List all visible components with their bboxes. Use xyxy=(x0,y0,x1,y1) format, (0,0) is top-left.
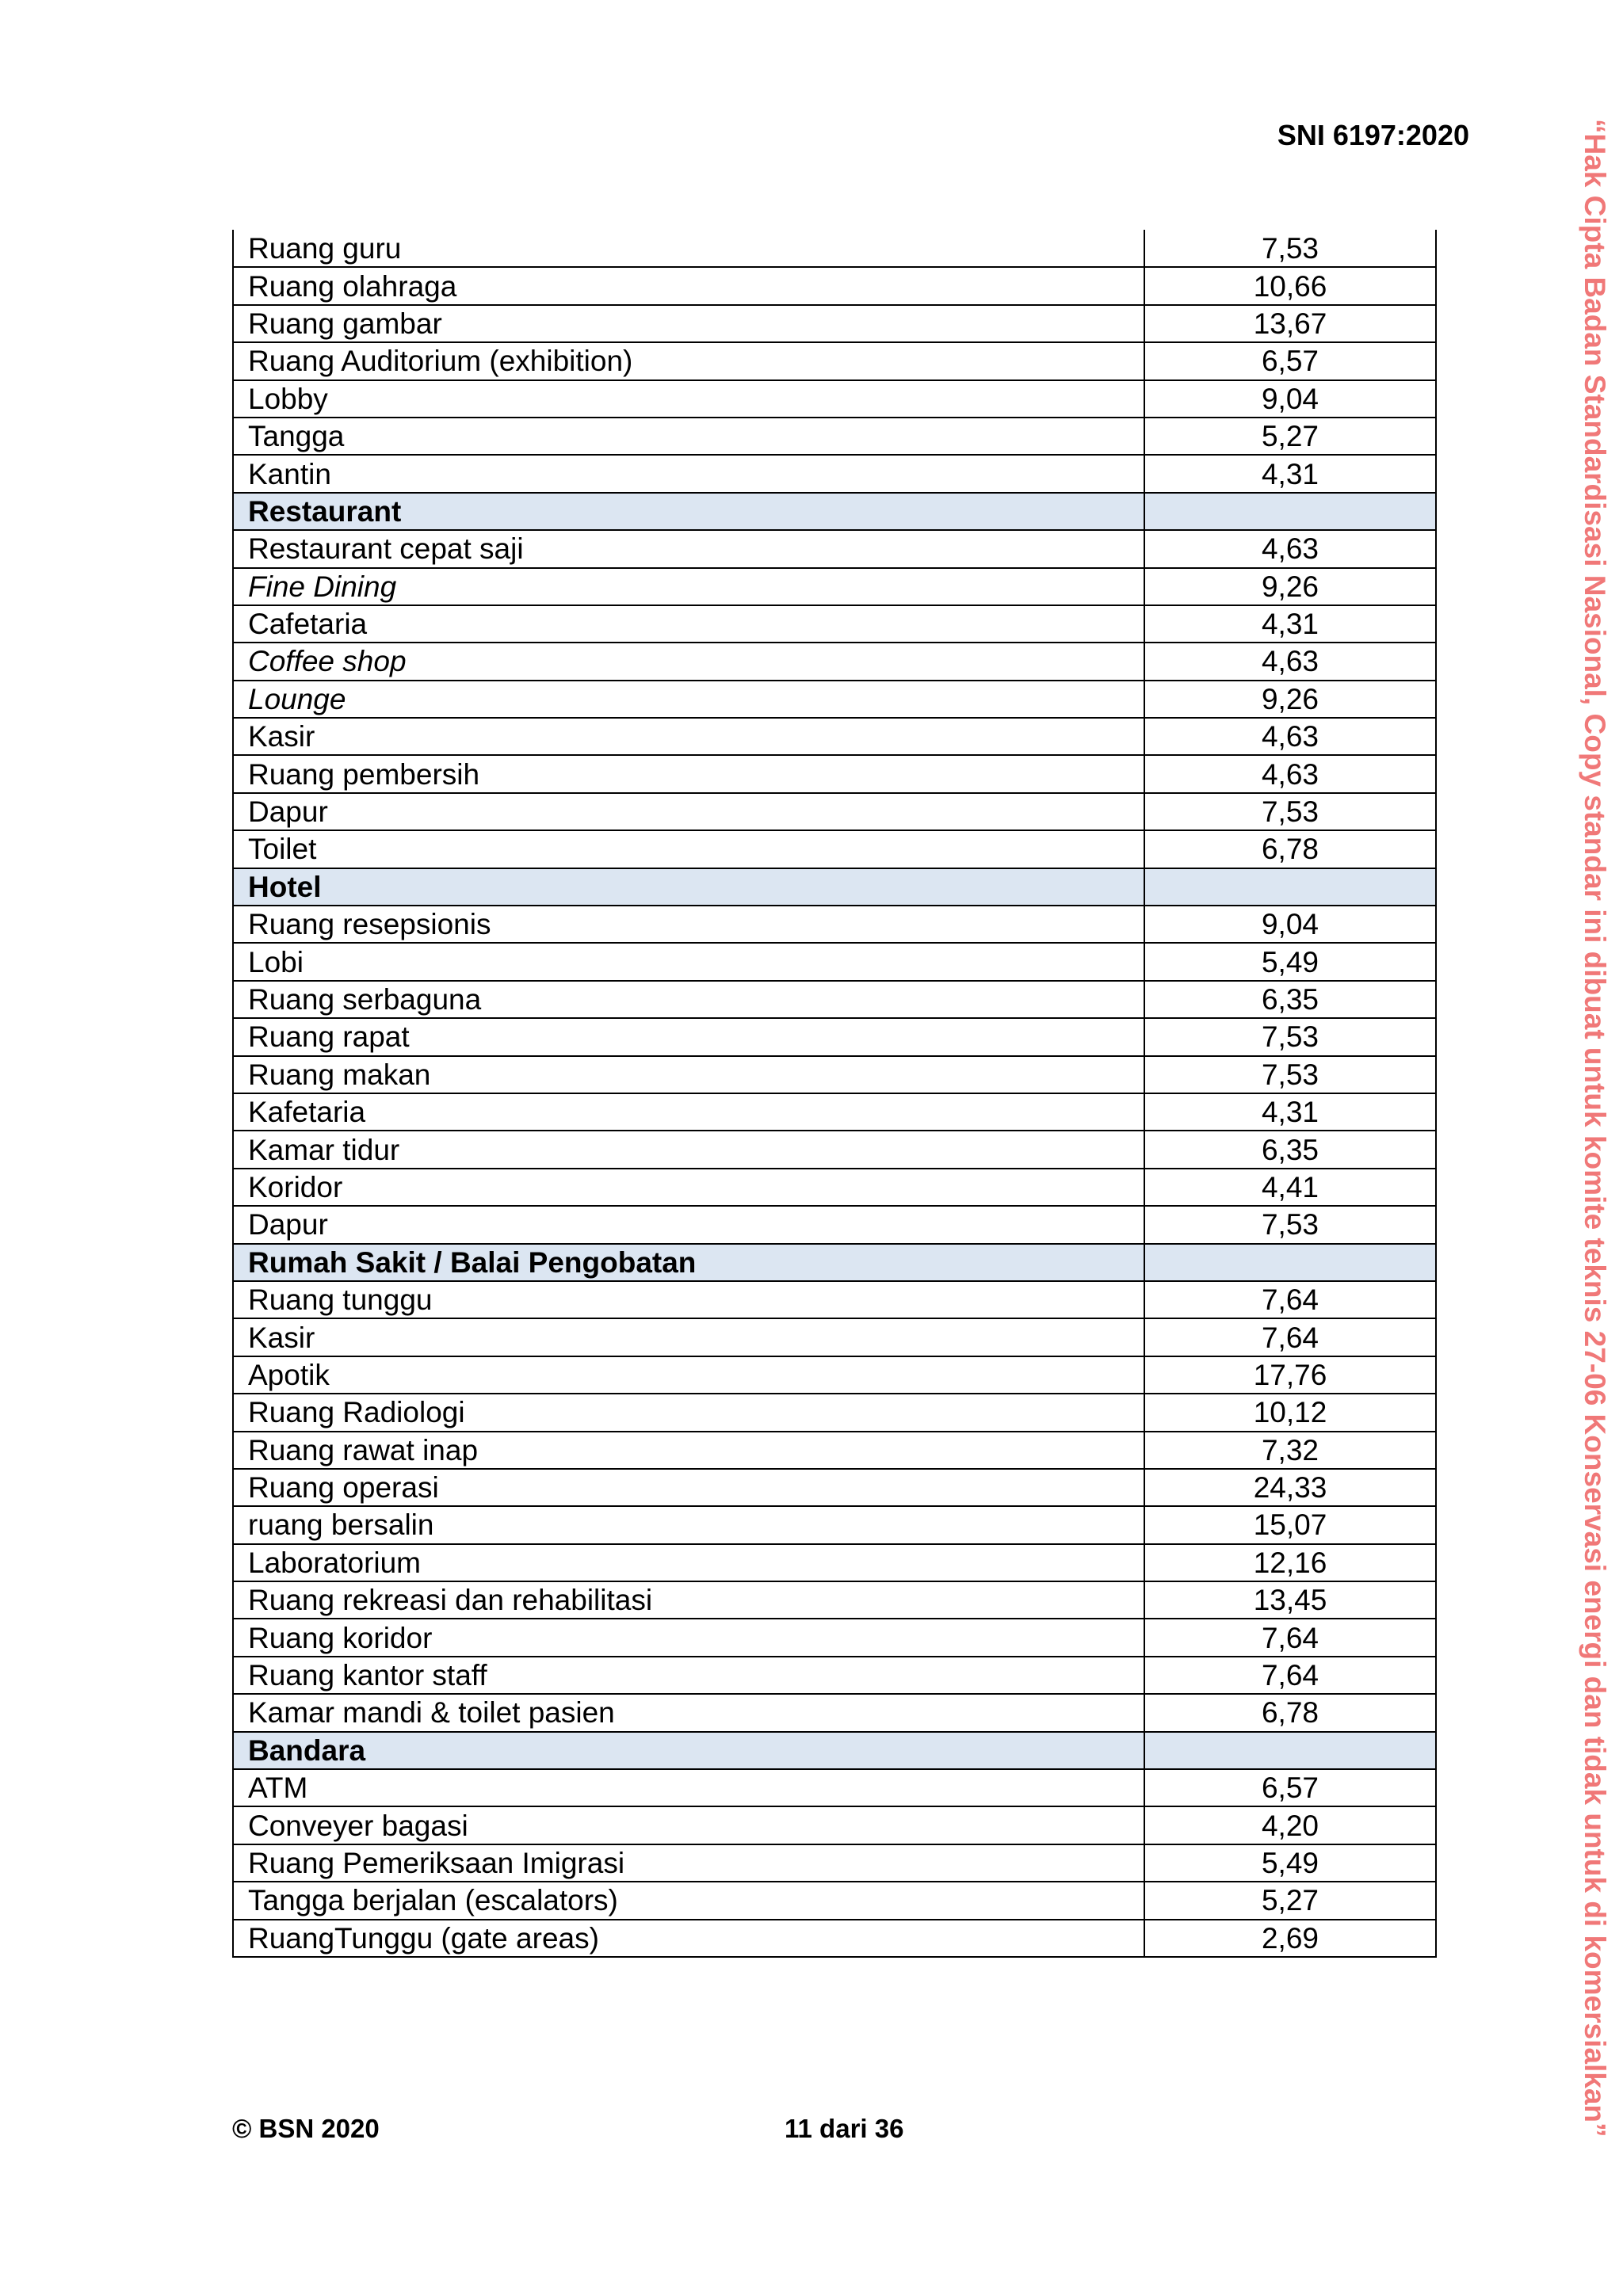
table-row xyxy=(233,1206,1436,1243)
power-density-value: 4,31 xyxy=(1144,1093,1436,1131)
table-row xyxy=(233,1694,1436,1731)
table-row xyxy=(233,605,1436,643)
power-density-value: 10,12 xyxy=(1144,1394,1436,1431)
table-row xyxy=(233,1619,1436,1656)
room-label: Ruang rawat inap xyxy=(233,1432,1144,1469)
power-density-value: 12,16 xyxy=(1144,1544,1436,1581)
table-row xyxy=(233,380,1436,418)
room-label: Ruang rekreasi dan rehabilitasi xyxy=(233,1581,1144,1619)
power-density-value: 10,66 xyxy=(1144,267,1436,304)
table-row xyxy=(233,643,1436,680)
room-label: Ruang operasi xyxy=(233,1469,1144,1506)
power-density-value: 7,32 xyxy=(1144,1432,1436,1469)
power-density-value: 7,64 xyxy=(1144,1657,1436,1694)
power-density-value: 4,63 xyxy=(1144,643,1436,680)
power-density-value xyxy=(1144,1732,1436,1769)
power-density-value: 5,27 xyxy=(1144,1882,1436,1919)
table-row xyxy=(233,1469,1436,1506)
table-row xyxy=(233,1806,1436,1844)
room-label: Lobby xyxy=(233,380,1144,418)
table-row xyxy=(233,305,1436,342)
table-row xyxy=(233,230,1436,267)
room-label: Ruang resepsionis xyxy=(233,906,1144,943)
section-title: Hotel xyxy=(233,868,1144,906)
table-row xyxy=(233,1769,1436,1806)
power-density-value: 4,31 xyxy=(1144,605,1436,643)
room-label: Koridor xyxy=(233,1169,1144,1206)
section-header-row xyxy=(233,1732,1436,1769)
room-label: Kasir xyxy=(233,1318,1144,1356)
power-density-value: 6,57 xyxy=(1144,342,1436,379)
table-row xyxy=(233,943,1436,980)
table-row xyxy=(233,1844,1436,1882)
room-label: Cafetaria xyxy=(233,605,1144,643)
room-label: Coffee shop xyxy=(233,643,1144,680)
room-label: Ruang olahraga xyxy=(233,267,1144,304)
power-density-value: 17,76 xyxy=(1144,1356,1436,1394)
room-label: Conveyer bagasi xyxy=(233,1806,1144,1844)
section-header-row xyxy=(233,1244,1436,1281)
power-density-value: 7,53 xyxy=(1144,793,1436,830)
room-label: Kasir xyxy=(233,718,1144,755)
room-label: Lounge xyxy=(233,681,1144,718)
section-header-row xyxy=(233,868,1436,906)
table-row xyxy=(233,1506,1436,1543)
table-row xyxy=(233,718,1436,755)
table-row xyxy=(233,530,1436,567)
power-density-value: 7,53 xyxy=(1144,1056,1436,1093)
power-density-value: 7,53 xyxy=(1144,1206,1436,1243)
table-row xyxy=(233,1882,1436,1919)
table-row xyxy=(233,568,1436,605)
power-density-value: 9,04 xyxy=(1144,906,1436,943)
room-label: ATM xyxy=(233,1769,1144,1806)
room-label: Ruang rapat xyxy=(233,1018,1144,1055)
power-density-value: 9,04 xyxy=(1144,380,1436,418)
room-label: Ruang Radiologi xyxy=(233,1394,1144,1431)
power-density-value: 13,67 xyxy=(1144,305,1436,342)
room-label: Dapur xyxy=(233,1206,1144,1243)
room-label: Ruang Auditorium (exhibition) xyxy=(233,342,1144,379)
table-row xyxy=(233,1056,1436,1093)
table-row xyxy=(233,1657,1436,1694)
table-body xyxy=(233,230,1436,1957)
section-header-row xyxy=(233,493,1436,530)
room-label: Ruang serbaguna xyxy=(233,981,1144,1018)
room-label: Restaurant cepat saji xyxy=(233,530,1144,567)
power-density-value: 7,64 xyxy=(1144,1281,1436,1318)
power-density-value xyxy=(1144,493,1436,530)
table-row xyxy=(233,1432,1436,1469)
power-density-value: 5,27 xyxy=(1144,418,1436,455)
power-density-value: 4,20 xyxy=(1144,1806,1436,1844)
room-label: Lobi xyxy=(233,943,1144,980)
footer-page-number: 11 dari 36 xyxy=(785,2114,904,2143)
room-label: RuangTunggu (gate areas) xyxy=(233,1920,1144,1957)
table-row xyxy=(233,1281,1436,1318)
power-density-value: 4,63 xyxy=(1144,718,1436,755)
power-density-value xyxy=(1144,868,1436,906)
room-label: Tangga xyxy=(233,418,1144,455)
room-label: Ruang makan xyxy=(233,1056,1144,1093)
room-label: Ruang kantor staff xyxy=(233,1657,1144,1694)
room-label: Kamar mandi & toilet pasien xyxy=(233,1694,1144,1731)
power-density-value: 7,64 xyxy=(1144,1619,1436,1656)
power-density-value: 7,64 xyxy=(1144,1318,1436,1356)
room-label: ruang bersalin xyxy=(233,1506,1144,1543)
power-density-value xyxy=(1144,1244,1436,1281)
room-label: Ruang guru xyxy=(233,230,1144,267)
power-density-value: 6,57 xyxy=(1144,1769,1436,1806)
power-density-value: 4,63 xyxy=(1144,755,1436,792)
table-row xyxy=(233,1356,1436,1394)
power-density-value: 5,49 xyxy=(1144,943,1436,980)
copyright-watermark: “Hak Cipta Badan Standardisasi Nasional, Copy standar ini dibuat untuk komite teknis 27-06 Konservasi energi dan tidak untuk di komersialkan” xyxy=(1579,119,1611,2138)
power-density-value: 7,53 xyxy=(1144,1018,1436,1055)
table-row xyxy=(233,1131,1436,1168)
table-row xyxy=(233,1169,1436,1206)
room-label: Laboratorium xyxy=(233,1544,1144,1581)
power-density-value: 6,35 xyxy=(1144,1131,1436,1168)
power-density-value: 2,69 xyxy=(1144,1920,1436,1957)
power-density-value: 6,78 xyxy=(1144,830,1436,868)
room-label: Tangga berjalan (escalators) xyxy=(233,1882,1144,1919)
power-density-value: 4,41 xyxy=(1144,1169,1436,1206)
room-label: Toilet xyxy=(233,830,1144,868)
table-row xyxy=(233,1544,1436,1581)
power-density-value: 4,63 xyxy=(1144,530,1436,567)
table-row xyxy=(233,342,1436,379)
power-density-value: 4,31 xyxy=(1144,455,1436,492)
power-density-value: 6,35 xyxy=(1144,981,1436,1018)
section-title: Bandara xyxy=(233,1732,1144,1769)
table-row xyxy=(233,981,1436,1018)
room-label: Dapur xyxy=(233,793,1144,830)
section-title: Rumah Sakit / Balai Pengobatan xyxy=(233,1244,1144,1281)
document-code: SNI 6197:2020 xyxy=(1277,119,1469,151)
lighting-power-table xyxy=(232,230,1437,1958)
room-label: Kafetaria xyxy=(233,1093,1144,1131)
power-density-value: 6,78 xyxy=(1144,1694,1436,1731)
table-row xyxy=(233,1581,1436,1619)
power-density-value: 13,45 xyxy=(1144,1581,1436,1619)
table-row xyxy=(233,793,1436,830)
table-row xyxy=(233,1318,1436,1356)
room-label: Ruang tunggu xyxy=(233,1281,1144,1318)
table-row xyxy=(233,1394,1436,1431)
power-density-value: 15,07 xyxy=(1144,1506,1436,1543)
room-label: Ruang gambar xyxy=(233,305,1144,342)
power-density-value: 24,33 xyxy=(1144,1469,1436,1506)
room-label: Fine Dining xyxy=(233,568,1144,605)
table-row xyxy=(233,681,1436,718)
table-row xyxy=(233,455,1436,492)
table-row xyxy=(233,906,1436,943)
power-density-value: 5,49 xyxy=(1144,1844,1436,1882)
table-row xyxy=(233,1920,1436,1957)
room-label: Ruang Pemeriksaan Imigrasi xyxy=(233,1844,1144,1882)
footer-copyright: © BSN 2020 xyxy=(232,2114,380,2143)
table-row xyxy=(233,755,1436,792)
power-density-value: 9,26 xyxy=(1144,681,1436,718)
table-row xyxy=(233,418,1436,455)
room-label: Apotik xyxy=(233,1356,1144,1394)
section-title: Restaurant xyxy=(233,493,1144,530)
table-row xyxy=(233,830,1436,868)
table-row xyxy=(233,1018,1436,1055)
power-density-value: 7,53 xyxy=(1144,230,1436,267)
room-label: Kamar tidur xyxy=(233,1131,1144,1168)
room-label: Kantin xyxy=(233,455,1144,492)
room-label: Ruang pembersih xyxy=(233,755,1144,792)
power-density-value: 9,26 xyxy=(1144,568,1436,605)
room-label: Ruang koridor xyxy=(233,1619,1144,1656)
table-row xyxy=(233,267,1436,304)
table-row xyxy=(233,1093,1436,1131)
